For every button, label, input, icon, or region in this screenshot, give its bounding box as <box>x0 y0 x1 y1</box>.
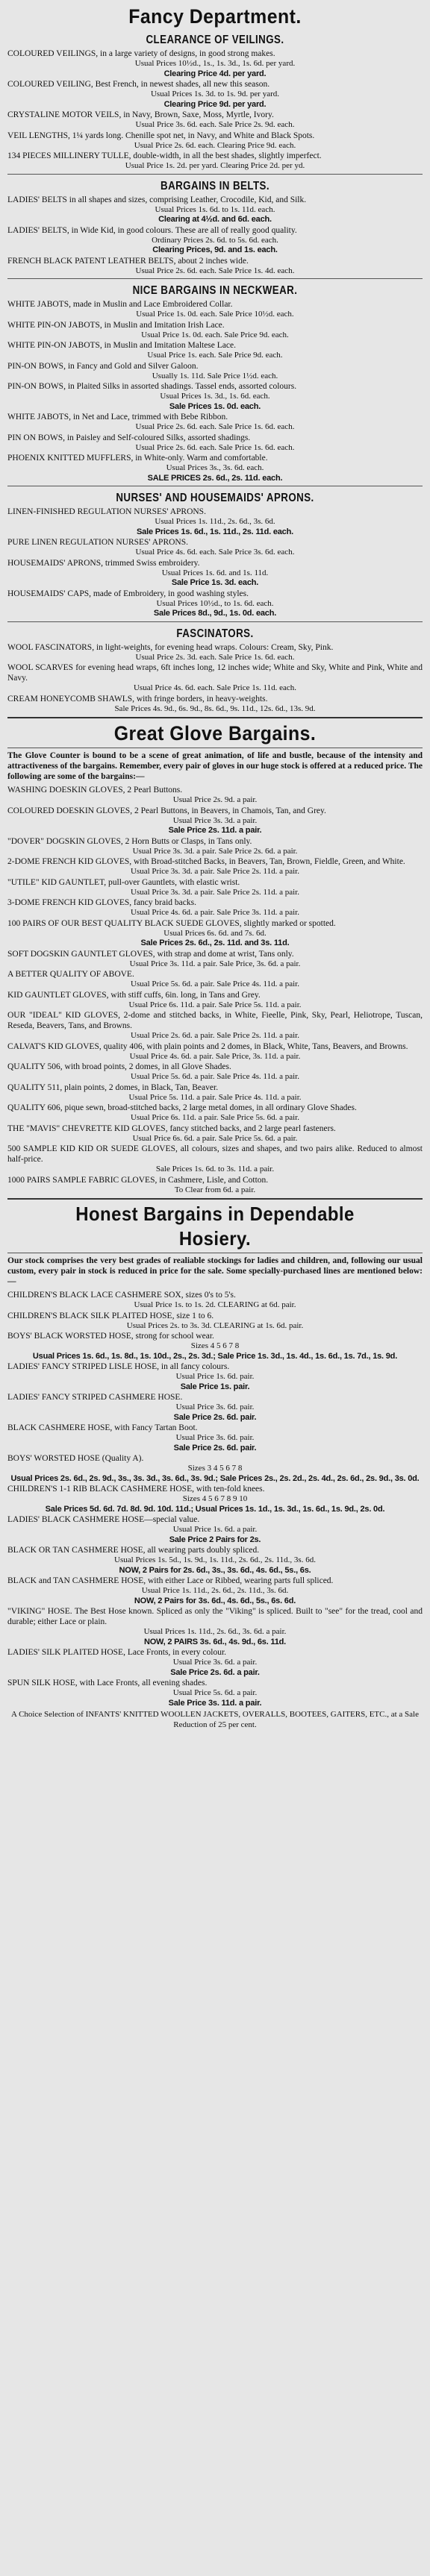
item-sale-price: SALE PRICES 2s. 6d., 2s. 11d. each. <box>147 473 283 483</box>
item-description: LADIES' FANCY STRIPED CASHMERE HOSE. <box>7 1393 183 1402</box>
item-price: Usual Price 3s. 6d. each. Sale Price 2s. 9d. each. <box>135 120 295 129</box>
listing-entry <box>7 195 423 225</box>
listing-entry <box>7 969 423 990</box>
item-sale-price: Clearing at 4½d. and 6d. each. <box>158 215 272 224</box>
item-price: Usual Price 3s. 6d. pair. <box>175 1403 255 1411</box>
item-description: CHILDREN'S BLACK LACE CASHMERE SOX, sizes 0's to 5's. <box>7 1291 236 1300</box>
listing-entry <box>7 806 423 836</box>
item-price: Usual Price 4s. 6d. a pair. Sale Price 3s. 11d. a pair. <box>131 908 299 917</box>
item-price: Usual Price 5s. 6d. a pair. <box>172 1688 258 1697</box>
item-description: LADIES' BLACK CASHMERE HOSE—special value. <box>7 1515 200 1524</box>
newspaper-page <box>4 0 426 1730</box>
item-description: HOUSEMAIDS' CAPS, made of Embroidery, in good washing styles. <box>7 589 249 598</box>
listing-entry <box>7 694 423 715</box>
listing-entry <box>7 558 423 589</box>
section-title-line1: Honest Bargains in Dependable <box>75 1203 355 1225</box>
item-price: Usual Price 2s. 6d. each. Sale Price 1s. 6d. each. <box>135 422 295 431</box>
item-description: HOUSEMAIDS' APRONS, trimmed Swiss embroidery. <box>7 558 200 568</box>
item-description: PIN-ON BOWS, in Plaited Silks in assorted shadings. Tassel ends, assorted colours. <box>7 382 297 391</box>
item-price: Usual Price 4s. 6d. each. Sale Price 1s. 11d. each. <box>133 683 296 692</box>
subsection <box>7 174 423 277</box>
item-description: 134 PIECES MILLINERY TULLE, double-width, in all the best shades, slightly imperfect. <box>7 151 322 160</box>
listing-entry <box>7 1576 423 1606</box>
listing-entry <box>7 1041 423 1062</box>
listing-entry <box>7 1124 423 1144</box>
item-description: OUR "IDEAL" KID GLOVES, 2-dome and stitched backs, in White, Fieelle, Pink, Sky, Pearl, Heliotrope, Tuscan, Reseda, Beavers, Tans, and Browns. <box>7 1011 423 1030</box>
item-price: Usual Price 6s. 11d. a pair. Sale Price 5s. 11d. a pair. <box>128 1000 302 1009</box>
item-description: LADIES' BELTS, in Wide Kid, in good colours. These are all of really good quality. <box>7 225 297 235</box>
item-description: PHOENIX KNITTED MUFFLERS, in White-only. Warm and comfortable. <box>7 454 268 463</box>
listing-entry <box>7 225 423 256</box>
subsection-heading: CLEARANCE OF VEILINGS. <box>146 34 284 46</box>
listing-entry <box>7 507 423 537</box>
listing-entry <box>7 48 423 79</box>
item-price: Usual Price 1s. 2d. per yard. Clearing Price 2d. per yd. <box>125 161 305 170</box>
item-price: Usual Prices 1s. 6d. to 1s. 11d. each. <box>155 204 275 214</box>
subsection <box>7 621 423 715</box>
item-price: Sale Prices 4s. 9d., 6s. 9d., 8s. 6d., 9s. 11d., 12s. 6d., 13s. 9d. <box>114 703 316 713</box>
listing-entry <box>7 299 423 320</box>
item-description: CHILDREN'S BLACK SILK PLAITED HOSE, size 1 to 6. <box>7 1311 214 1320</box>
item-price: Usual Price 2s. 6d. each. Sale Price 1s. 4d. each. <box>135 266 295 275</box>
item-sale-price: Sale Price 2s. 6d. a pair. <box>170 1667 260 1677</box>
item-sale-price: Sale Price 3s. 11d. a pair. <box>168 1698 262 1708</box>
listing-entry <box>7 589 423 619</box>
listing-entry <box>7 340 423 361</box>
item-price: Usual Price 3s. 3d. a pair. Sale Price 2s. 6d. a pair. <box>132 846 298 856</box>
item-price: Usual Price 3s. 6d. a pair. <box>172 1658 258 1667</box>
item-sale-price: Sale Prices 5d. 6d. 7d. 8d. 9d. 10d. 11d.; Usual Prices 1s. 1d., 1s. 3d., 1s. 6d., 1s. 9d., 2s. 0d. <box>45 1504 385 1514</box>
listing-entry <box>7 836 423 857</box>
item-price: Usual Price 3s. 11d. a pair. Sale Price, 3s. 6d. a pair. <box>129 959 301 968</box>
item-sale-price: Usual Prices 1s. 6d., 1s. 8d., 1s. 10d., 2s., 2s. 3d.; Sale Price 1s. 3d., 1s. 4d., 1s. 6d., 1s. 7d., 1s. 9d. <box>32 1351 398 1361</box>
subsection <box>7 278 423 483</box>
item-description: BLACK and TAN CASHMERE HOSE, with either Lace or Ribbed, wearing parts full spliced. <box>7 1576 334 1585</box>
item-description: WHITE PIN-ON JABOTS, in Muslin and Imitation Irish Lace. <box>7 320 225 330</box>
item-price: Usual Prices 1s. 3d., 1s. 6d. each. <box>160 392 270 401</box>
listing-entry <box>7 433 423 454</box>
item-price: Usual Price 1s. 6d. a pair. <box>172 1525 258 1534</box>
hosiery-section <box>7 1203 423 1730</box>
item-description: QUALITY 511, plain points, 2 domes, in Black, Tan, Beaver. <box>7 1082 219 1092</box>
item-description: COLOURED DOESKIN GLOVES, 2 Pearl Buttons, in Beavers, in Chamois, Tan, and Grey. <box>7 806 326 815</box>
listing-entry <box>7 1392 423 1423</box>
item-description: VEIL LENGTHS, 1¼ yards long. Chenille spot net, in Navy, and White and Black Spots. <box>7 131 315 140</box>
item-description: BLACK CASHMERE HOSE, with Fancy Tartan Boot. <box>7 1423 198 1432</box>
footer-note: A Choice Selection of INFANTS' KNITTED WOOLLEN JACKETS, OVERALLS, BOOTEES, GAITERS, ETC., at a Sale Reduction of 25 per cent. <box>10 1710 419 1729</box>
listing-entry <box>7 1514 423 1545</box>
item-price: Usual Prices 10½d., 1s., 1s. 3d., 1s. 6d. per yard. <box>134 59 296 68</box>
listing-entry <box>7 1010 423 1041</box>
item-price: Usual Price 4s. 6d. a pair. Sale Price, 3s. 11d. a pair. <box>129 1051 301 1061</box>
item-price: Usual Price 3s. 3d. a pair. Sale Price 2s. 11d. a pair. <box>131 887 299 897</box>
listing-entry <box>7 537 423 558</box>
item-description: WOOL SCARVES for evening head wraps, 6ft inches long, 12 inches wide; White and Sky, White and Pink, White and Navy. <box>7 663 423 683</box>
item-description: A BETTER QUALITY OF ABOVE. <box>7 970 134 979</box>
item-price: Sizes 3 4 5 6 7 8 <box>187 1464 243 1473</box>
item-description: QUALITY 606, pique sewn, broad-stitched backs, 2 large metal domes, in all ordinary Glove Shades. <box>7 1103 357 1112</box>
item-price: Usual Prices 1s. 3d. to 1s. 9d. per yard. <box>150 90 279 98</box>
item-price: Usual Prices 1s. 11d., 2s. 6d., 3s. 6d. <box>155 517 275 526</box>
item-description: QUALITY 506, with broad points, 2 domes, in all Glove Shades. <box>7 1062 231 1071</box>
item-price: Sizes 4 5 6 7 8 9 10 <box>182 1494 248 1503</box>
listing-entry <box>7 990 423 1011</box>
item-price: Usual Prices 2s. to 3s. 3d. CLEARING at 1s. 6d. pair. <box>126 1320 304 1330</box>
section-divider <box>7 1198 423 1200</box>
item-price: Usual Price 3s. 3d. a pair. <box>172 815 258 825</box>
item-price: Usual Price 3s. 6d. pair. <box>175 1433 255 1442</box>
listing-entry <box>7 1311 423 1332</box>
section-title: Great Glove Bargains. <box>113 722 317 745</box>
item-description: SOFT DOGSKIN GAUNTLET GLOVES, with strap and dome at wrist, Tans only. <box>7 949 294 959</box>
item-description: 3-DOME FRENCH KID GLOVES, fancy braid backs. <box>7 898 196 907</box>
listing-entry <box>7 1175 423 1196</box>
fancy-department-section <box>7 4 423 714</box>
item-price: Usually 1s. 11d. Sale Price 1½d. each. <box>152 371 278 380</box>
section-title-line2: Hosiery. <box>178 1227 252 1250</box>
item-sale-price: NOW, 2 PAIRS 3s. 6d., 4s. 9d., 6s. 11d. <box>143 1637 287 1646</box>
item-description: PIN-ON BOWS, in Fancy and Gold and Silver Galoon. <box>7 361 199 371</box>
listing-entry <box>7 151 423 172</box>
item-sale-price: Sale Prices 1s. 6d., 1s. 11d., 2s. 11d. each. <box>137 527 293 536</box>
item-sale-price: Sale Prices 1s. 0d. each. <box>169 401 261 411</box>
listing-entry <box>7 1290 423 1311</box>
item-price: Usual Price 3s. 3d. a pair. Sale Price 2s. 11d. a pair. <box>131 867 299 876</box>
item-description: 1000 PAIRS SAMPLE FABRIC GLOVES, in Cashmere, Lisle, and Cotton. <box>7 1175 269 1185</box>
listing-entry <box>7 877 423 898</box>
item-description: WHITE PIN-ON JABOTS, in Muslin and Imitation Maltese Lace. <box>7 341 236 350</box>
listing-entry <box>7 1103 423 1124</box>
item-description: "VIKING" HOSE. The Best Hose known. Spliced as only the "Viking" is spliced. Built to "see" for the tread, cool and durable; either Lace or plain. <box>7 1607 423 1626</box>
item-description: LADIES' SILK PLAITED HOSE, Lace Fronts, in every colour. <box>7 1648 227 1657</box>
item-description: "UTILE" KID GAUNTLET, pull-over Gauntlets, with elastic wrist. <box>7 877 240 887</box>
subsection-divider <box>7 621 423 622</box>
listing-entry <box>7 79 423 110</box>
listing-entry <box>7 918 423 949</box>
listing-entry <box>7 949 423 970</box>
item-sale-price: Sale Price 2s. 6d. pair. <box>173 1443 257 1452</box>
item-price: Usual Price 1s. 0d. each. Sale Price 9d. each. <box>141 330 289 339</box>
listing-entry <box>7 1484 423 1514</box>
item-description: BOYS' BLACK WORSTED HOSE, strong for school wear. <box>7 1332 214 1341</box>
glove-entries <box>7 785 423 1195</box>
section-intro: Our stock comprises the very best grades of realiable stockings for ladies and children, and, following our usual custom, every pair in stock is reduced in price for the sale. Some specially-purchased lines are mentioned below:— <box>7 1256 423 1286</box>
item-description: SPUN SILK HOSE, with Lace Fronts, all evening shades. <box>7 1679 208 1687</box>
item-price: To Clear from 6d. a pair. <box>174 1185 256 1194</box>
item-price: Usual Price 2s. 6d. each. Clearing Price 9d. each. <box>134 140 296 150</box>
item-sale-price: Clearing Price 4d. per yard. <box>163 69 267 78</box>
listing-entry <box>7 361 423 382</box>
item-sale-price: Sale Price 2 Pairs for 2s. <box>169 1535 261 1544</box>
item-sale-price: Sale Price 1s. 3d. each. <box>171 578 259 587</box>
item-price: Usual Price 5s. 6d. a pair. Sale Price 4s. 11d. a pair. <box>131 980 299 988</box>
item-description: COLOURED VEILINGS, in a large variety of designs, in good strong makes. <box>7 49 275 58</box>
item-description: CREAM HONEYCOMB SHAWLS, with fringe borders, in heavy-weights. <box>7 694 268 703</box>
item-description: 100 PAIRS OF OUR BEST QUALITY BLACK SUEDE GLOVES, slightly marked or spotted. <box>7 918 336 928</box>
listing-entry <box>7 320 423 341</box>
item-price: Usual Price 5s. 11d. a pair. Sale Price 4s. 11d. a pair. <box>128 1092 302 1102</box>
item-sale-price: Sale Price 1s. pair. <box>180 1382 250 1391</box>
listing-entry <box>7 662 423 694</box>
listing-entry <box>7 785 423 806</box>
listing-entry <box>7 1082 423 1103</box>
listing-entry <box>7 1453 423 1484</box>
subsection-heading: NICE BARGAINS IN NECKWEAR. <box>132 284 298 297</box>
item-price: Usual Prices 6s. 6d. and 7s. 6d. <box>163 928 267 938</box>
item-description: BLACK OR TAN CASHMERE HOSE, all wearing parts doubly spliced. <box>7 1546 260 1555</box>
listing-entry <box>7 1606 423 1647</box>
item-price: Usual Price 2s. 3d. each. Sale Price 1s. 6d. each. <box>135 652 295 662</box>
section-divider <box>7 717 423 718</box>
listing-entry <box>7 1361 423 1392</box>
listing-entry <box>7 412 423 433</box>
subsection-divider <box>7 174 423 175</box>
item-price: Usual Price 1s. 11d., 2s. 6d., 2s. 11d., 3s. 6d. <box>141 1586 289 1595</box>
item-description: WOOL FASCINATORS, in light-weights, for evening head wraps. Colours: Cream, Sky, Pink. <box>7 642 334 652</box>
item-sale-price: Clearing Price 9d. per yard. <box>163 99 267 109</box>
listing-entry <box>7 256 423 277</box>
item-price: Usual Prices 10½d., to 1s. 6d. each. <box>156 598 274 608</box>
subsection <box>7 33 423 172</box>
item-price: Usual Prices 3s., 3s. 6d. each. <box>166 463 264 472</box>
listing-entry <box>7 856 423 877</box>
item-description: CHILDREN'S 1-1 RIB BLACK CASHMERE HOSE, with ten-fold knees. <box>7 1485 265 1494</box>
item-description: COLOURED VEILING, Best French, in newest shades, all new this season. <box>7 80 270 89</box>
item-description: PIN ON BOWS, in Paisley and Self-coloured Silks, assorted shadings. <box>7 433 251 442</box>
item-sale-price: Clearing Prices, 9d. and 1s. each. <box>152 245 278 254</box>
listing-entry <box>7 1545 423 1576</box>
listing-entry <box>7 453 423 483</box>
listing-entry <box>7 897 423 918</box>
subsection-heading: BARGAINS IN BELTS. <box>161 179 269 192</box>
listing-entry <box>7 1678 423 1708</box>
section-title: Fancy Department. <box>128 5 302 28</box>
listing-entry <box>7 1144 423 1175</box>
item-description: THE "MAVIS" CHEVRETTE KID GLOVES, fancy stitched backs, and 2 large pearl fasteners. <box>7 1124 336 1133</box>
item-price: Usual Price 4s. 6d. each. Sale Price 3s. 6d. each. <box>135 548 295 557</box>
item-price: Usual Price 1s. 6d. pair. <box>175 1372 255 1381</box>
listing-entry <box>7 1062 423 1082</box>
item-description: WHITE JABOTS, in Net and Lace, trimmed with Bebe Ribbon. <box>7 413 228 422</box>
item-price: Sale Prices 1s. 6d. to 3s. 11d. a pair. <box>155 1165 275 1173</box>
section-intro: The Glove Counter is bound to be a scene of great animation, of life and bustle, because of the intensity and attractiveness of the bargains. Remember, every pair of gloves in our huge stock is offered at a reduced price. The following are some of the bargains:— <box>7 751 423 781</box>
item-price: Usual Prices 1s. 5d., 1s. 9d., 1s. 11d., 2s. 6d., 2s. 11d., 3s. 6d. <box>114 1555 316 1564</box>
listing-entry <box>7 642 423 663</box>
item-price: Usual Price 1s. each. Sale Price 9d. each. <box>147 351 283 360</box>
item-description: 500 SAMPLE KID KID OR SUEDE GLOVES, all colours, sizes and shapes, and two pairs alike. Reduced to almost half-price. <box>7 1144 423 1164</box>
glove-bargains-section <box>7 721 423 1195</box>
hosiery-entries <box>7 1290 423 1708</box>
item-price: Ordinary Prices 2s. 6d. to 5s. 6d. each. <box>152 235 278 245</box>
item-price: Usual Price 2s. 6d. each. Sale Price 1s. 6d. each. <box>135 442 295 452</box>
item-description: LADIES' BELTS in all shapes and sizes, comprising Leather, Crocodile, Kid, and Silk. <box>7 195 307 204</box>
item-price: Usual Price 2s. 6d. a pair. Sale Price 2s. 11d. a pair. <box>131 1031 299 1040</box>
listing-entry <box>7 381 423 412</box>
item-price: Usual Price 1s. to 1s. 2d. CLEARING at 6d. pair. <box>134 1300 296 1309</box>
item-description: CALVAT'S KID GLOVES, quality 406, with plain points and 2 domes, in Black, White, Tans, Beavers, and Browns. <box>7 1041 408 1051</box>
listing-entry <box>7 1331 423 1361</box>
item-sale-price: Sale Price 2s. 11d. a pair. <box>168 826 262 835</box>
item-sale-price: NOW, 2 Pairs for 2s. 6d., 3s., 3s. 6d., 4s. 6d., 5s., 6s. <box>119 1565 311 1575</box>
item-price: Usual Prices 1s. 6d. and 1s. 11d. <box>161 568 269 577</box>
listing-entry <box>7 1423 423 1453</box>
item-price: Usual Price 5s. 6d. a pair. Sale Price 4s. 11d. a pair. <box>131 1072 299 1081</box>
listing-entry <box>7 1647 423 1678</box>
item-description: BOYS' WORSTED HOSE (Quality A). <box>7 1454 144 1463</box>
item-description: 2-DOME FRENCH KID GLOVES, with Broad-stitched Backs, in Beavers, Tan, Brown, Fieldle, Green, and White. <box>7 857 405 866</box>
item-sale-price: Sale Prices 2s. 6d., 2s. 11d. and 3s. 11d. <box>140 938 290 947</box>
item-description: WHITE JABOTS, made in Muslin and Lace Embroidered Collar. <box>7 300 233 309</box>
subsection-heading: FASCINATORS. <box>176 627 254 640</box>
item-sale-price: Usual Prices 2s. 6d., 2s. 9d., 3s., 3s. 3d., 3s. 6d., 3s. 9d.; Sale Prices 2s., 2s. 2d., 2s. 4d., 2s. 6d., 2s. 9d., 3s. 0d. <box>10 1473 420 1483</box>
listing-entry <box>7 131 423 151</box>
item-description: "DOVER" DOGSKIN GLOVES, 2 Horn Butts or Clasps, in Tans only. <box>7 836 252 846</box>
item-description: LINEN-FINISHED REGULATION NURSES' APRONS. <box>7 507 206 516</box>
item-price: Usual Price 6s. 6d. a pair. Sale Price 5s. 6d. a pair. <box>132 1133 298 1143</box>
item-description: FRENCH BLACK PATENT LEATHER BELTS, about 2 inches wide. <box>7 256 249 266</box>
item-sale-price: Sale Price 2s. 6d. pair. <box>173 1412 257 1422</box>
listing-entry <box>7 110 423 131</box>
item-description: WASHING DOESKIN GLOVES, 2 Pearl Buttons. <box>7 786 183 795</box>
item-price: Sizes 4 5 6 7 8 <box>190 1341 240 1350</box>
item-price: Usual Price 2s. 9d. a pair. <box>172 795 258 804</box>
item-sale-price: NOW, 2 Pairs for 3s. 6d., 4s. 6d., 5s., 6s. 6d. <box>134 1596 296 1605</box>
subsection-divider <box>7 278 423 279</box>
item-description: LADIES' FANCY STRIPED LISLE HOSE, in all fancy colours. <box>7 1362 230 1371</box>
item-description: KID GAUNTLET GLOVES, with stiff cuffs, 6in. long, in Tans and Grey. <box>7 990 261 1000</box>
subsection <box>7 486 423 619</box>
item-sale-price: Sale Prices 8d., 9d., 1s. 0d. each. <box>153 609 277 618</box>
fancy-groups <box>7 33 423 714</box>
item-description: PURE LINEN REGULATION NURSES' APRONS. <box>7 538 188 547</box>
item-description: CRYSTALINE MOTOR VEILS, in Navy, Brown, Saxe, Moss, Myrtle, Ivory. <box>7 110 274 119</box>
item-price: Usual Price 1s. 0d. each. Sale Price 10½d. each. <box>136 310 294 319</box>
item-price: Usual Prices 1s. 11d., 2s. 6d., 3s. 6d. a pair. <box>143 1627 287 1636</box>
item-price: Usual Price 6s. 11d. a pair. Sale Price 5s. 6d. a pair. <box>131 1113 299 1122</box>
subsection-heading: NURSES' AND HOUSEMAIDS' APRONS. <box>116 492 314 504</box>
